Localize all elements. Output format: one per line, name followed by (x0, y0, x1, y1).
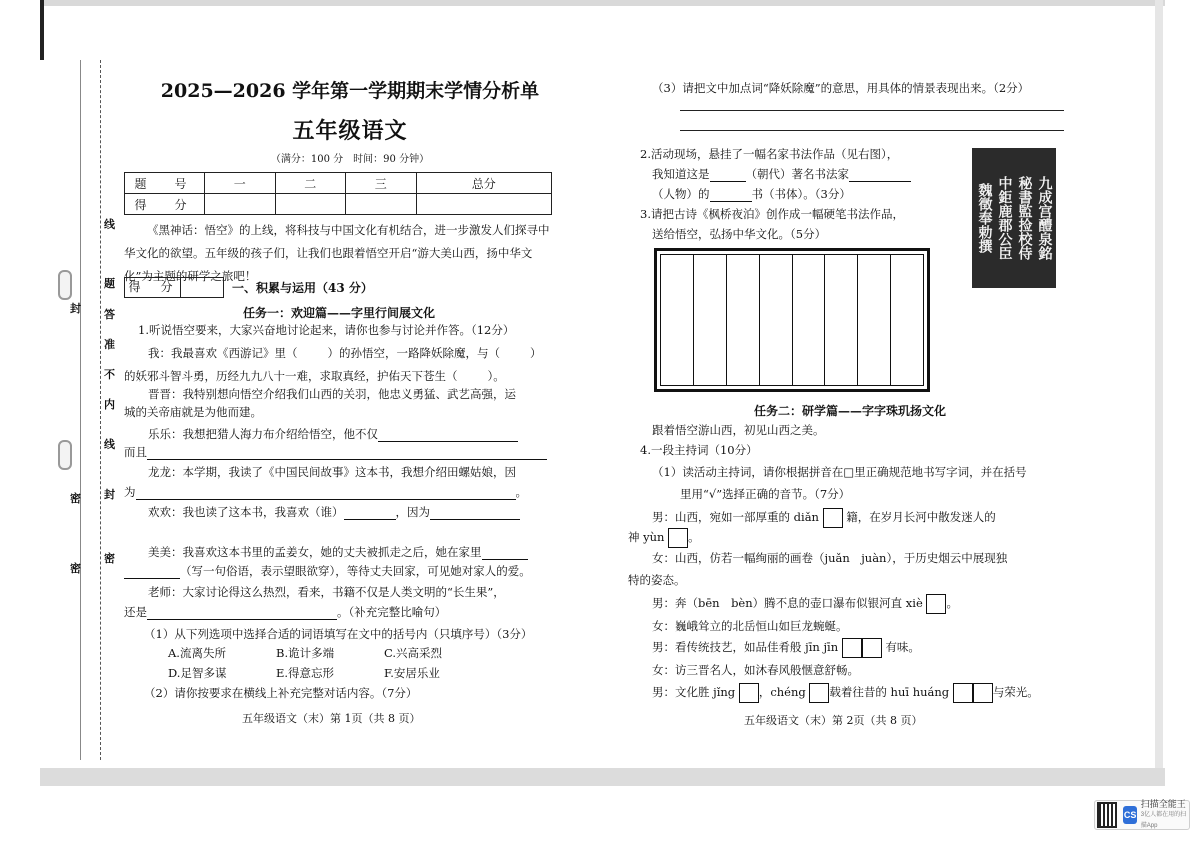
text: 神 yùn (628, 530, 665, 544)
character-box[interactable] (823, 508, 843, 528)
binding-char: 答 (104, 308, 115, 321)
binding-char-outer: 密 (70, 562, 81, 575)
binding-char: 封 (104, 488, 115, 501)
text: 欢欢：我也读了这本书，我喜欢（谁） (148, 505, 344, 519)
writing-grid-column[interactable] (793, 255, 826, 385)
answer-blank[interactable] (482, 547, 528, 560)
score-table-score-row (125, 194, 552, 215)
binding-char: 内 (104, 398, 115, 411)
character-box[interactable] (862, 638, 882, 658)
text: （写一句俗语，表示望眼欲穿），等待丈夫回家，可见她对家人的爱。 (180, 564, 531, 578)
binding-char: 密 (104, 552, 115, 565)
option: D.足智多谋 (168, 666, 227, 680)
question-1: 1.听说悟空要来，大家兴奋地讨论起来，请你也参与讨论并作答。（12分） (138, 323, 515, 337)
intro-paragraph: 《黑神话：悟空》的上线，将科技与中国文化有机结合，进一步激发人们探寻中华文化的欲望。五年级的孩子们，让我们也跟着悟空开启“游大美山西，扬中华文化”为主题的研学之旅吧！ (124, 223, 550, 283)
writing-grid-column[interactable] (694, 255, 727, 385)
text: 。 (946, 596, 958, 610)
text: ）。 (487, 369, 505, 383)
score-table-cell: 总分 (416, 173, 552, 194)
dialogue-me-line1 (148, 345, 542, 361)
text: 男：文化胜 jǐng (652, 685, 736, 699)
score-table-cell: 二 (275, 173, 346, 194)
calligraphy-writing-grid[interactable] (654, 248, 930, 392)
dialogue-meimei-1 (148, 544, 528, 560)
text: 籍，在岁月长河中散发迷人的 (846, 510, 996, 524)
text: 载着往昔的 huī huáng (829, 685, 950, 699)
dialogue-jinjin-1: 晋晋：我特别想向悟空介绍我们山西的关羽，他忠义勇猛、武艺高强，运 (148, 387, 516, 401)
answer-blank[interactable] (147, 607, 337, 620)
dialogue-teacher-1: 老师：大家讨论得这么热烈，看来，书籍不仅是人类文明的“长生果”， (148, 585, 505, 599)
scan-edge-top (40, 0, 1165, 6)
text: 还是 (124, 605, 147, 619)
task-one-heading: 任务一：欢迎篇——字里行间展文化 (242, 306, 435, 320)
character-box[interactable] (926, 594, 946, 614)
host-line-5 (652, 594, 958, 614)
option: F.安居乐业 (384, 666, 440, 680)
character-box[interactable] (842, 638, 862, 658)
question-3-line1: 3.请把古诗《枫桥夜泊》创作成一幅硬笔书法作品， (640, 207, 904, 221)
binding-char: 线 (104, 218, 115, 231)
text: 为 (124, 485, 136, 499)
score-entry-cell[interactable] (205, 194, 276, 215)
answer-blank[interactable] (147, 447, 547, 460)
host-line-7 (652, 638, 920, 658)
score-table-cell: 得 分 (125, 194, 205, 215)
character-box[interactable] (953, 683, 973, 703)
sub-question-3: （3）请把文中加点词“降妖除魔”的意思，用具体的情景表现出来。（2分） (652, 81, 1030, 95)
calligraphy-column: 秘書監捡校侍 (1016, 176, 1033, 260)
question-2-line3 (652, 186, 851, 202)
binding-strip (44, 60, 114, 760)
exam-title: 2025—2026 学年第一学期期末学情分析单 (160, 80, 540, 102)
writing-grid-column[interactable] (760, 255, 793, 385)
section-score-label: 得 分 (125, 278, 181, 297)
time-info: （满分：100 分 时间：90 分钟） (270, 154, 430, 165)
writing-grid-column[interactable] (891, 255, 923, 385)
character-box[interactable] (809, 683, 829, 703)
text: 乐乐：我想把猎人海力布介绍给悟空，他不仅 (148, 427, 378, 441)
question-2-line2 (652, 166, 911, 182)
task-two-heading: 任务二：研学篇——字字珠玑扬文化 (753, 404, 946, 418)
dialogue-meimei-2 (124, 563, 531, 579)
writing-grid-column[interactable] (858, 255, 891, 385)
host-line-4: 特的姿态。 (628, 573, 686, 587)
calligraphy-column: 魏徵奉勅撰 (976, 183, 993, 253)
dialogue-longlong-1: 龙龙：本学期，我读了《中国民间故事》这本书，我想介绍田螺姑娘，因 (148, 465, 516, 479)
writing-grid-column[interactable] (727, 255, 760, 385)
watermark-text (1141, 799, 1187, 832)
question-4-sub1-a: （1）读活动主持词，请你根据拼音在□里正确规范地书写字词，并在括号 (652, 465, 1027, 479)
host-line-8: 女：访三晋名人，如沐春风般惬意舒畅。 (652, 663, 859, 677)
answer-blank[interactable] (430, 507, 520, 520)
host-line-6: 女：巍峨耸立的北岳恒山如巨龙蜿蜒。 (652, 619, 848, 633)
text: （朝代）著名书法家 (745, 167, 849, 181)
option: C.兴高采烈 (384, 646, 443, 660)
answer-blank[interactable] (710, 169, 746, 182)
text: 男：看传统技艺，如品佳肴般 jīn jīn (652, 640, 839, 654)
character-box[interactable] (739, 683, 759, 703)
binding-char: 题 (104, 277, 115, 290)
binding-char: 线 (104, 438, 115, 451)
answer-blank[interactable] (710, 189, 752, 202)
binding-char-outer: 密 (70, 492, 81, 505)
section-score-box (124, 277, 224, 298)
binding-char: 不 (104, 368, 115, 381)
answer-blank[interactable] (344, 507, 396, 520)
binding-dashed-line (100, 60, 101, 760)
scan-edge-right (1155, 0, 1163, 780)
answer-line[interactable] (680, 130, 1064, 131)
text: （人物）的 (652, 187, 710, 201)
text: 男：山西，宛如一部厚重的 diǎn (652, 510, 819, 524)
dialogue-longlong-2: 为 。 (124, 485, 527, 499)
score-table-cell: 题 号 (125, 173, 205, 194)
answer-line[interactable] (680, 110, 1064, 111)
binding-char: 准 (104, 338, 115, 351)
question-4: 4.一段主持词（10分） (640, 443, 758, 457)
text: 书（书体）。（3分） (751, 187, 851, 201)
score-table (124, 172, 552, 215)
page-footer-left: 五年级语文（末）第 1页（共 8 页） (242, 712, 421, 725)
scan-edge-bottom (40, 768, 1165, 786)
text: 与荣光。 (992, 685, 1039, 699)
answer-blank[interactable] (136, 487, 516, 500)
question-4-sub1-b: 里用“√”选择正确的音节。（7分） (680, 487, 851, 501)
sub-question-2: （2）请你按要求在横线上补充完整对话内容。（7分） (144, 686, 418, 700)
score-entry-cell[interactable] (346, 194, 417, 215)
binding-ring-icon (58, 440, 72, 470)
calligraphy-image (972, 148, 1056, 288)
text: ） (530, 346, 542, 360)
host-line-1 (652, 508, 996, 528)
option: B.诡计多端 (276, 646, 335, 660)
watermark-tagline: 3亿人都在用的扫描App (1140, 811, 1187, 829)
host-line-9 (652, 683, 1039, 703)
score-entry-cell[interactable] (416, 194, 552, 215)
dialogue-huanhuan (148, 504, 520, 520)
text: 我知道这是 (652, 167, 710, 181)
section-one-heading: 一、积累与运用（43 分） (232, 281, 373, 295)
dialogue-lele-1 (148, 426, 518, 442)
answer-blank[interactable] (849, 169, 911, 182)
writing-grid-inner (660, 254, 924, 386)
score-table-header-row (125, 173, 552, 194)
answer-blank[interactable] (124, 566, 180, 579)
text: 男：奔（bēn bèn）腾不息的壶口瀑布似银河直 xiè (652, 596, 923, 610)
option: A.流离失所 (168, 646, 226, 660)
host-line-3: 女：山西，仿若一幅绚丽的画卷（juǎn juàn），于历史烟云中展现独 (652, 551, 1008, 565)
character-box[interactable] (973, 683, 993, 703)
option: E.得意忘形 (276, 666, 335, 680)
binding-solid-line (80, 60, 81, 760)
follow-text: 跟着悟空游山西，初见山西之美。 (652, 423, 825, 437)
sub-question-1: （1）从下列选项中选择合适的词语填写在文中的括号内（只填序号）（3分） (144, 627, 533, 641)
text: 而且 (124, 445, 147, 459)
text: 有味。 (885, 640, 920, 654)
text: 。（补充完整比喻句） (337, 605, 447, 619)
section-score-entry[interactable] (181, 278, 223, 297)
writing-grid-column[interactable] (661, 255, 694, 385)
qr-code-icon (1097, 802, 1117, 828)
character-box[interactable] (668, 528, 688, 548)
text: ，chéng (758, 685, 806, 699)
question-2-line1: 2.活动现场，悬挂了一幅名家书法作品（见右图）， (640, 147, 899, 161)
score-table-cell: 一 (205, 173, 276, 194)
page-footer-right: 五年级语文（末）第 2页（共 8 页） (744, 714, 923, 727)
calligraphy-column: 九成宫醴泉銘 (1036, 176, 1053, 260)
dialogue-lele-2 (124, 444, 547, 460)
score-entry-cell[interactable] (275, 194, 346, 215)
watermark-app-name: 扫描全能王 (1140, 798, 1186, 809)
calligraphy-column: 中鉅鹿郡公臣 (996, 176, 1013, 260)
question-3-line2: 送给悟空，弘扬中华文化。（5分） (652, 227, 827, 241)
text: 美美：我喜欢这本书里的孟姜女，她的丈夫被抓走之后，她在家里 (148, 545, 482, 559)
text: 的妖邪斗智斗勇，历经九九八十一难，求取真经，护佑天下苍生（ (124, 369, 458, 383)
dialogue-jinjin-2: 城的关帝庙就是为他而建。 (124, 405, 262, 419)
text: ）的孙悟空，一路降妖除魔，与（ (327, 346, 500, 360)
text: 。 (688, 530, 700, 544)
host-line-2 (628, 528, 700, 548)
scanner-watermark (1094, 800, 1190, 830)
text: ，因为 (395, 505, 430, 519)
binding-char-outer: 封 (70, 302, 81, 315)
binding-ring-icon (58, 270, 72, 300)
text: 我：我最喜欢《西游记》里（ (148, 346, 298, 360)
score-table-cell: 三 (346, 173, 417, 194)
writing-grid-column[interactable] (825, 255, 858, 385)
dialogue-me-line2 (124, 368, 505, 384)
dialogue-teacher-2 (124, 604, 446, 620)
camscanner-logo-icon: CS (1123, 806, 1136, 824)
answer-blank[interactable] (378, 429, 518, 442)
subject-title: 五年级语文 (292, 118, 408, 144)
